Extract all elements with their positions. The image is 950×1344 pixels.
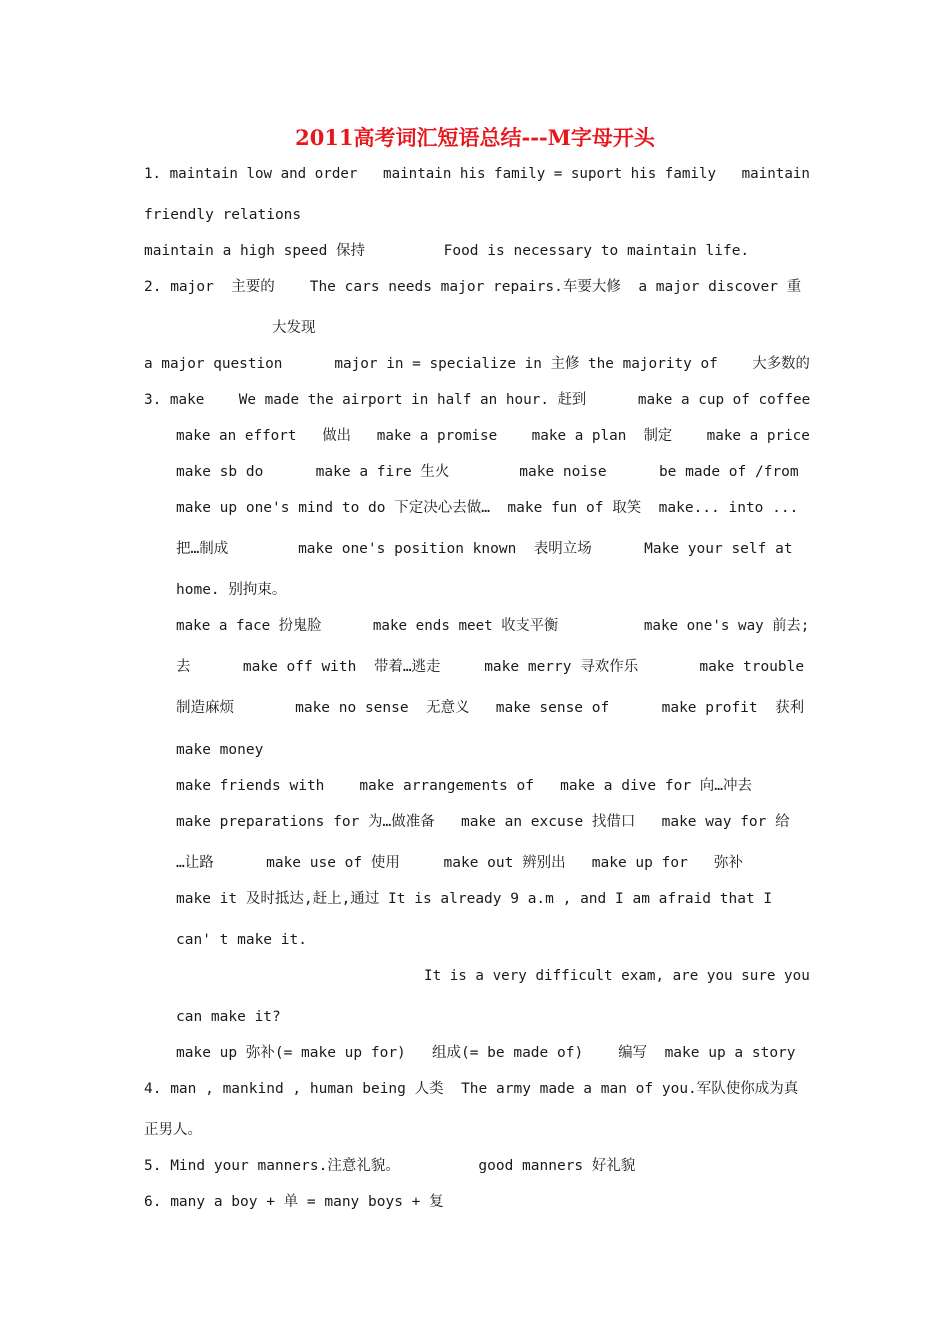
text-line: 1. maintain low and order maintain his family = suport his family maintain bbox=[144, 166, 810, 182]
text-line: maintain a high speed 保持 Food is necessary to maintain life. bbox=[144, 243, 750, 259]
text-line: 把…制成 make one's position known 表明立场 Make your self at bbox=[176, 541, 793, 557]
text-line: can make it? bbox=[176, 1009, 281, 1025]
text-line: make up 弥补(= make up for) 组成(= be made of) 编写 make up a story bbox=[176, 1045, 796, 1061]
text-line: make preparations for 为…做准备 make an excuse 找借口 make way for 给 bbox=[176, 814, 790, 830]
text-line: 5. Mind your manners.注意礼貌。 good manners 好礼貌 bbox=[144, 1158, 636, 1174]
text-line: make up one's mind to do 下定决心去做… make fun of 取笑 make... into ... bbox=[176, 500, 799, 516]
text-line: 正男人。 bbox=[144, 1122, 202, 1138]
text-line: make a face 扮鬼脸 make ends meet 收支平衡 make one's way 前去; bbox=[176, 618, 810, 634]
text-line: …让路 make use of 使用 make out 辨别出 make up for 弥补 bbox=[176, 855, 743, 871]
text-line: 6. many a boy + 单 = many boys + 复 bbox=[144, 1194, 444, 1210]
text-line: 4. man , mankind , human being 人类 The army made a man of you.军队使你成为真 bbox=[144, 1081, 799, 1097]
text-line: friendly relations bbox=[144, 207, 302, 223]
text-line: a major question major in = specialize in 主修 the majority of 大多数的 bbox=[144, 356, 810, 372]
text-line: 去 make off with 带着…逃走 make merry 寻欢作乐 make trouble bbox=[176, 659, 805, 675]
text-line: make sb do make a fire 生火 make noise be made of /from bbox=[176, 464, 799, 480]
text-line: make it 及时抵达,赶上,通过 It is already 9 a.m , and I am afraid that I bbox=[176, 891, 773, 907]
text-line: make an effort 做出 make a promise make a plan 制定 make a price bbox=[176, 428, 810, 444]
text-line: can' t make it. bbox=[176, 932, 307, 948]
text-line: 制造麻烦 make no sense 无意义 make sense of make profit 获利 bbox=[176, 700, 805, 716]
text-line: 3. make We made the airport in half an hour. 赶到 make a cup of coffee bbox=[144, 392, 811, 408]
text-line: make friends with make arrangements of make a dive for 向…冲去 bbox=[176, 778, 753, 794]
text-line: It is a very difficult exam, are you sure you bbox=[424, 968, 810, 984]
text-line: 大发现 bbox=[272, 320, 316, 336]
document-title: 2011高考词汇短语总结---M字母开头 bbox=[295, 125, 655, 150]
text-line: make money bbox=[176, 742, 264, 758]
text-line: 2. major 主要的 The cars needs major repairs.车要大修 a major discover 重 bbox=[144, 279, 802, 295]
text-line: home. 别拘束。 bbox=[176, 582, 287, 598]
